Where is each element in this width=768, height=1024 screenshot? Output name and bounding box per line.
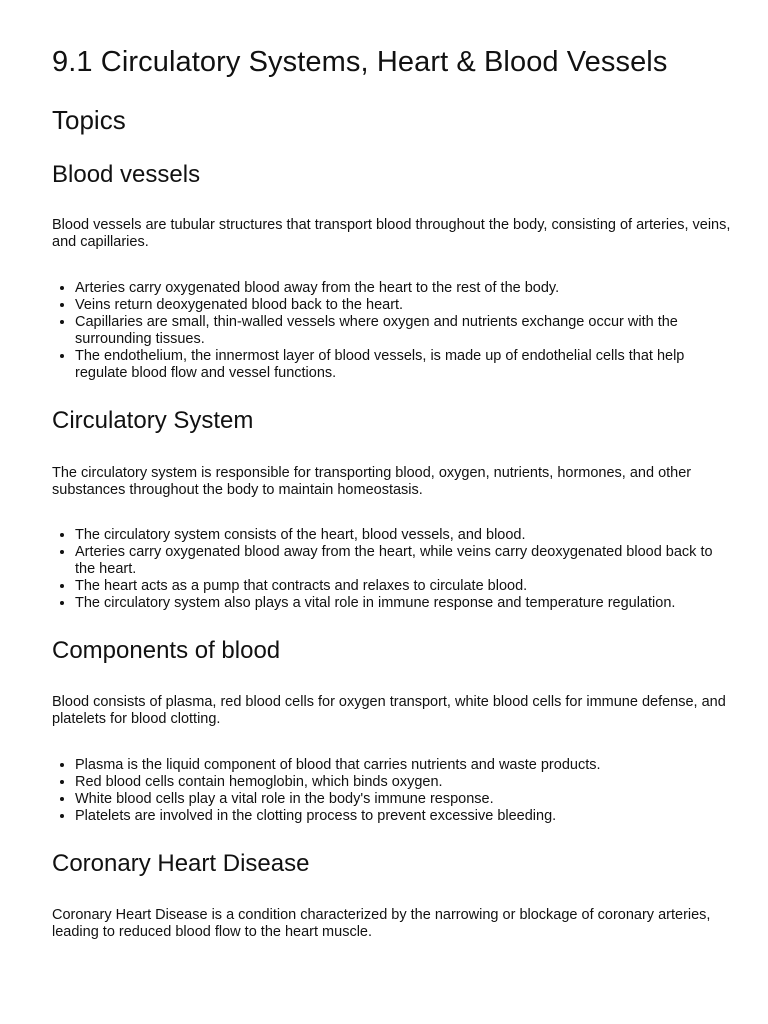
list-item: • The heart acts as a pump that contracts and relaxes to circulate blood. xyxy=(75,578,732,595)
list-item: • White blood cells play a vital role in the body's immune response. xyxy=(75,791,732,808)
section-circulatory-system xyxy=(52,406,732,612)
bullet-list xyxy=(52,527,732,612)
section-coronary-heart-disease xyxy=(52,849,732,941)
section-paragraph: Coronary Heart Disease is a condition characterized by the narrowing or blockage of coronary arteries, leading to reduced blood flow to the heart muscle. xyxy=(52,907,711,940)
section-paragraph: Blood vessels are tubular structures that transport blood throughout the body, consisting of arteries, veins, and capillaries. xyxy=(52,217,731,250)
section-paragraph: The circulatory system is responsible for transporting blood, oxygen, nutrients, hormones, and other substances throughout the body to maintain homeostasis. xyxy=(52,465,692,498)
list-item: • Red blood cells contain hemoglobin, which binds oxygen. xyxy=(75,774,732,791)
page-title: 9.1 Circulatory Systems, Heart & Blood Vessels xyxy=(52,46,668,78)
list-item: • The circulatory system consists of the heart, blood vessels, and blood. xyxy=(75,527,732,544)
list-item: • Arteries carry oxygenated blood away from the heart to the rest of the body. xyxy=(75,280,732,297)
list-item: • The circulatory system also plays a vital role in immune response and temperature regulation. xyxy=(75,595,732,612)
section-components-of-blood xyxy=(52,636,732,825)
section-heading: Blood vessels xyxy=(52,161,201,188)
list-item: • Platelets are involved in the clotting process to prevent excessive bleeding. xyxy=(75,808,732,825)
list-item: • Arteries carry oxygenated blood away from the heart, while veins carry deoxygenated blood back to the heart. xyxy=(75,544,732,578)
bullet-list xyxy=(52,757,732,825)
topics-heading: Topics xyxy=(52,105,126,135)
section-heading: Components of blood xyxy=(52,637,281,664)
list-item: • Plasma is the liquid component of blood that carries nutrients and waste products. xyxy=(75,757,732,774)
list-item: • The endothelium, the innermost layer of blood vessels, is made up of endothelial cells that help regulate blood flow and vessel functions. xyxy=(75,348,732,382)
section-heading: Coronary Heart Disease xyxy=(52,850,310,877)
section-blood-vessels xyxy=(52,160,732,382)
bullet-list xyxy=(52,280,732,382)
list-item: • Veins return deoxygenated blood back to the heart. xyxy=(75,297,732,314)
section-heading: Circulatory System xyxy=(52,407,254,434)
list-item: • Capillaries are small, thin-walled vessels where oxygen and nutrients exchange occur with the surrounding tissues. xyxy=(75,314,732,348)
section-paragraph: Blood consists of plasma, red blood cells for oxygen transport, white blood cells for immune defense, and platelets for blood clotting. xyxy=(52,694,726,727)
